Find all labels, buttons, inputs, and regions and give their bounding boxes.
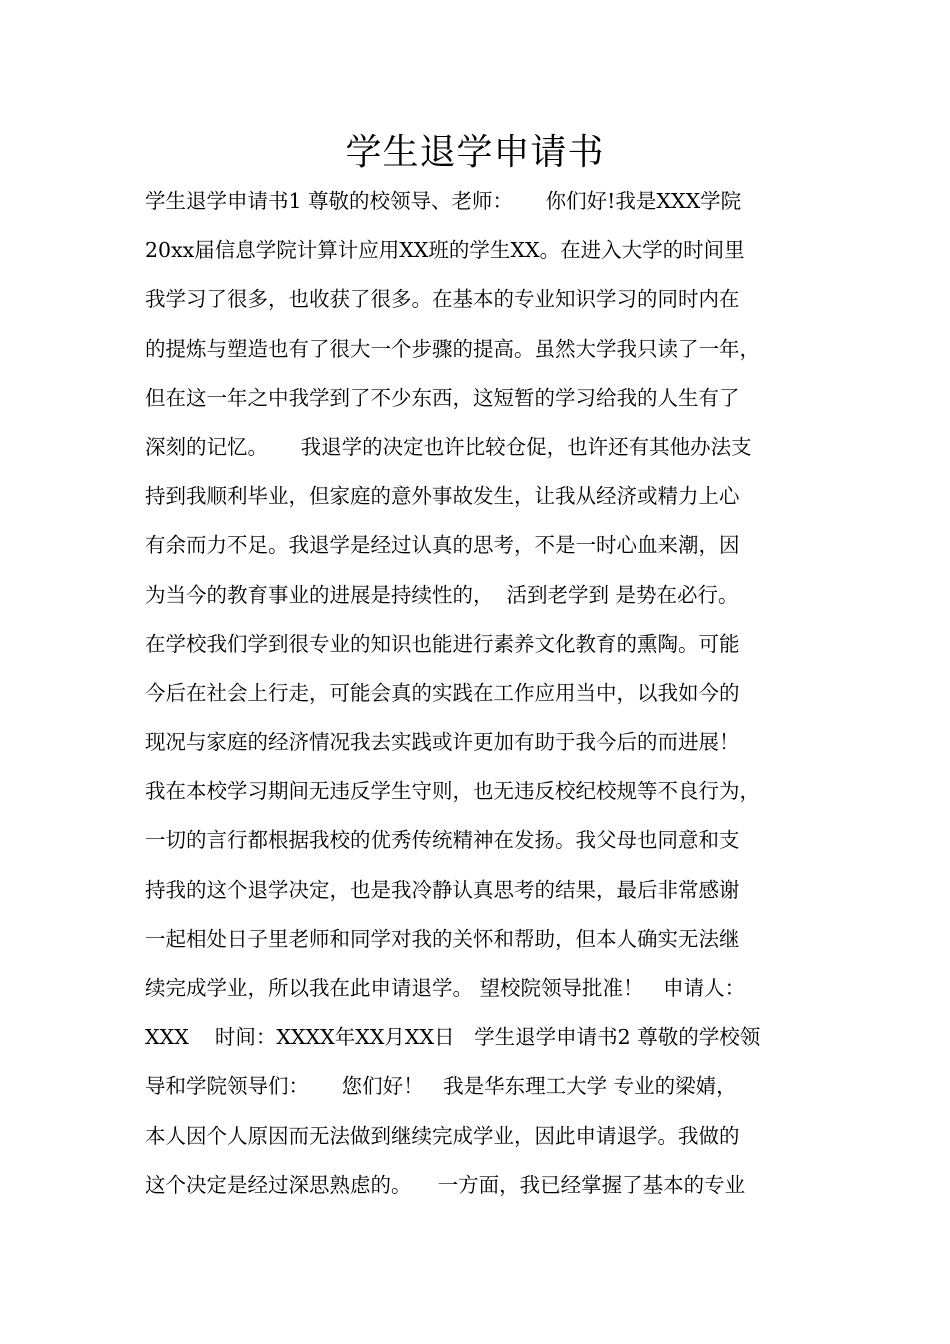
text-line: 本人因个人原因而无法做到继续完成学业，因此申请退学。我做的: [145, 1123, 740, 1148]
text-line: 我学习了很多，也收获了很多。在基本的专业知识学习的同时内在: [145, 287, 740, 312]
text-line: 这个决定是经过深思熟虑的。 一方面，我已经掌握了基本的专业: [145, 1172, 746, 1197]
text-line: 有余而力不足。我退学是经过认真的思考，不是一时心血来潮，因: [145, 533, 740, 558]
text-line: 续完成学业，所以我在此申请退学。 望校院领导批准！ 申请人：: [145, 976, 746, 1000]
text-line: XXX 时间：XXXX年XX月XX日 学生退学申请书2 尊敬的学校领: [145, 1025, 761, 1050]
text-line: 持到我顺利毕业，但家庭的意外事故发生，让我从经济或精力上心: [145, 484, 740, 509]
text-line: 为当今的教育事业的进展是持续性的， 活到老学到 是势在必行。: [145, 582, 739, 607]
text-line: 但在这一年之中我学到了不少东西，这短暂的学习给我的人生有了: [145, 385, 740, 410]
text-line: 现况与家庭的经济情况我去实践或许更加有助于我今后的而进展！: [145, 730, 740, 755]
text-line: 持我的这个退学决定，也是我冷静认真思考的结果，最后非常感谢: [145, 877, 740, 902]
text-line: 一起相处日子里老师和同学对我的关怀和帮助，但本人确实无法继: [145, 926, 740, 951]
text-line: 我在本校学习期间无违反学生守则，也无违反校纪校规等不良行为，: [145, 779, 760, 804]
text-line: 在学校我们学到很专业的知识也能进行素养文化教育的熏陶。可能: [145, 631, 740, 656]
text-line: 深刻的记忆。 我退学的决定也许比较仓促，也许还有其他办法支: [145, 434, 752, 459]
text-line: 导和学院领导们： 您们好！ 我是华东理工大学 专业的梁婧，: [145, 1074, 737, 1099]
text-line: 学生退学申请书1 尊敬的校领导、老师： 你们好!我是XXX学院: [145, 189, 742, 213]
text-line: 20xx届信息学院计算计应用XX班的学生XX。在进入大学的时间里: [145, 238, 745, 263]
text-line: 今后在社会上行走，可能会真的实践在工作应用当中，以我如今的: [145, 680, 740, 705]
document-title: 学生退学申请书: [345, 132, 605, 173]
text-line: 一切的言行都根据我校的优秀传统精神在发扬。我父母也同意和支: [145, 828, 740, 853]
text-line: 的提炼与塑造也有了很大一个步骤的提高。虽然大学我只读了一年，: [145, 336, 760, 361]
document-body: [145, 180, 815, 1213]
